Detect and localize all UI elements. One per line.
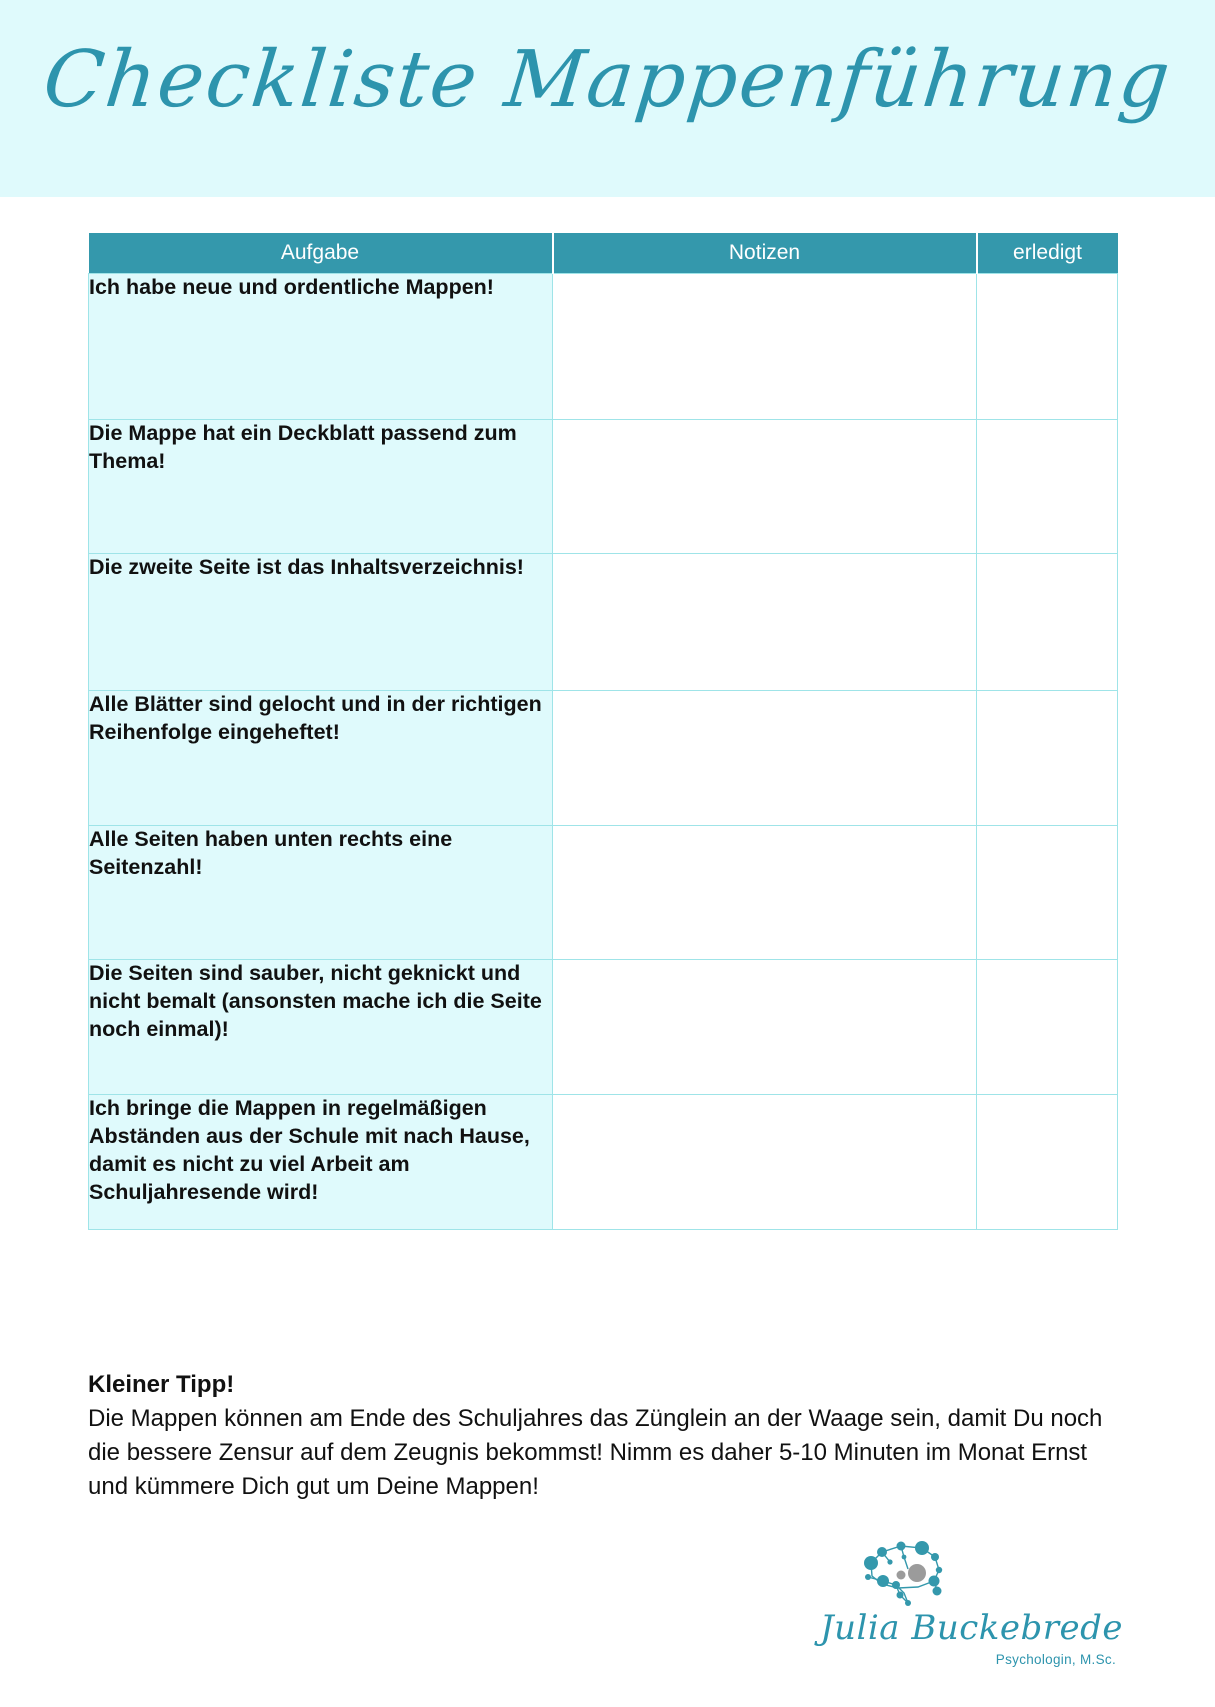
task-cell: Die Mappe hat ein Deckblatt passend zum Thema! [89,420,553,554]
table-body [89,274,1118,1230]
notes-cell[interactable] [553,826,977,960]
tip-heading: Kleiner Tipp! [88,1371,235,1398]
notes-cell[interactable] [553,554,977,691]
notes-cell[interactable] [553,691,977,826]
done-cell[interactable] [977,554,1118,691]
task-cell: Alle Seiten haben unten rechts eine Seitenzahl! [89,826,553,960]
column-header-aufgabe: Aufgabe [89,233,553,274]
column-header-notizen: Notizen [553,233,977,274]
notes-cell[interactable] [553,1095,977,1230]
notes-cell[interactable] [553,960,977,1095]
task-cell: Ich habe neue und ordentliche Mappen! [89,274,553,420]
logo-name: Julia Buckebrede [820,1608,1124,1648]
brain-network-icon [838,1535,998,1615]
table-header [89,233,1118,274]
done-cell[interactable] [977,274,1118,420]
table-row [89,1095,1118,1230]
table-row [89,960,1118,1095]
tip-block [88,1368,1118,1504]
task-cell: Ich bringe die Mappen in regelmäßigen Abständen aus der Schule mit nach Hause, damit es nicht zu viel Arbeit am Schuljahresende wird! [89,1095,553,1230]
page-title: Checkliste Mappenführung [39,35,1176,125]
logo [820,1535,1124,1685]
column-header-erledigt: erledigt [977,233,1118,274]
done-cell[interactable] [977,1095,1118,1230]
table-row [89,826,1118,960]
done-cell[interactable] [977,420,1118,554]
table-row [89,420,1118,554]
page-header-band [0,0,1215,197]
table-row [89,554,1118,691]
table-header-row [89,233,1118,274]
task-cell: Alle Blätter sind gelocht und in der richtigen Reihenfolge eingeheftet! [89,691,553,826]
checklist-table [88,233,1118,1230]
task-cell: Die Seiten sind sauber, nicht geknickt und nicht bemalt (ansonsten mache ich die Seite noch einmal)! [89,960,553,1095]
notes-cell[interactable] [553,420,977,554]
tip-body: Die Mappen können am Ende des Schuljahres das Zünglein an der Waage sein, damit Du noch die bessere Zensur auf dem Zeugnis bekommst! Nimm es daher 5-10 Minuten im Monat Ernst und kümmere Dich gut um Deine Mappen! [88,1405,1103,1501]
table-row [89,274,1118,420]
task-cell: Die zweite Seite ist das Inhaltsverzeichnis! [89,554,553,691]
done-cell[interactable] [977,960,1118,1095]
table-row [89,691,1118,826]
done-cell[interactable] [977,691,1118,826]
notes-cell[interactable] [553,274,977,420]
logo-subtitle: Psychologin, M.Sc. [995,1652,1116,1667]
done-cell[interactable] [977,826,1118,960]
